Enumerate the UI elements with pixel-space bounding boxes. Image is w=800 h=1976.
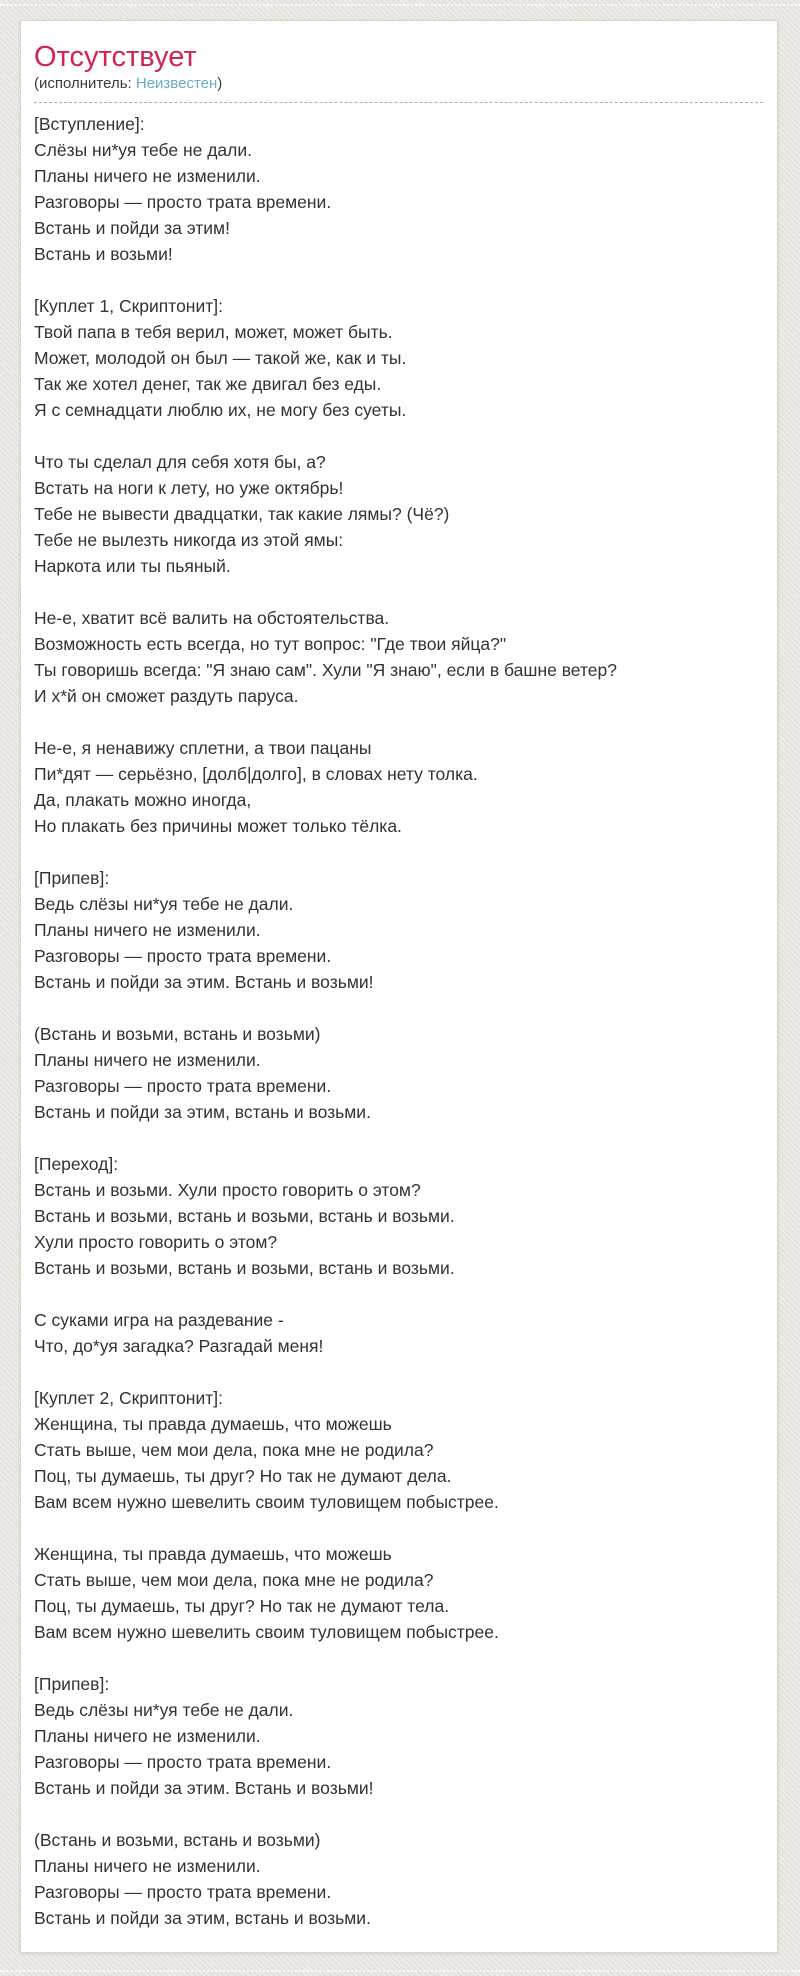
lyric-line: Не-е, хватит всё валить на обстоятельства. (34, 608, 390, 628)
lyric-line: Ведь слёзы ни*уя тебе не дали. (34, 894, 294, 914)
lyric-line: [Вступление]: (34, 114, 145, 134)
lyric-line: Но плакать без причины может только тёлка. (34, 816, 402, 836)
lyric-line: Я с семнадцати люблю их, не могу без суеты. (34, 400, 407, 420)
lyric-line: Встань и пойди за этим! (34, 218, 230, 238)
lyric-line: Тебе не вылезть никогда из этой ямы: (34, 530, 344, 550)
lyric-line: Встать на ноги к лету, но уже октябрь! (34, 478, 344, 498)
lyric-blank-line (34, 1281, 763, 1307)
lyric-line: И х*й он сможет раздуть паруса. (34, 686, 299, 706)
lyric-line: (Встань и возьми, встань и возьми) (34, 1830, 321, 1850)
lyric-line: Вам всем нужно шевелить своим туловищем побыстрее. (34, 1622, 499, 1642)
lyric-line: Разговоры — просто трата времени. (34, 1076, 332, 1096)
lyric-line: Планы ничего не изменили. (34, 1050, 261, 1070)
bottom-dotted-border (0, 1970, 800, 1972)
lyric-blank-line (34, 1125, 763, 1151)
lyric-blank-line (34, 709, 763, 735)
lyric-line: С суками игра на раздевание - (34, 1310, 284, 1330)
lyric-blank-line (34, 1645, 763, 1671)
lyric-line: Да, плакать можно иногда, (34, 790, 252, 810)
lyric-line: Так же хотел денег, так же двигал без еды. (34, 374, 382, 394)
lyric-line: Что ты сделал для себя хотя бы, а? (34, 452, 326, 472)
artist-label-prefix: (исполнитель: (34, 75, 136, 92)
lyric-line: Может, молодой он был — такой же, как и ты. (34, 348, 407, 368)
lyric-line: Разговоры — просто трата времени. (34, 1752, 332, 1772)
lyric-line: Разговоры — просто трата времени. (34, 192, 332, 212)
lyric-line: Вам всем нужно шевелить своим туловищем побыстрее. (34, 1492, 499, 1512)
artist-link[interactable]: Неизвестен (135, 75, 218, 92)
lyric-line: (Встань и возьми, встань и возьми) (34, 1024, 321, 1044)
lyric-blank-line (34, 579, 763, 605)
lyric-line: Планы ничего не изменили. (34, 1726, 261, 1746)
lyric-line: Твой папа в тебя верил, может, может быть. (34, 322, 393, 342)
top-dotted-border (0, 4, 800, 6)
lyric-line: Разговоры — просто трата времени. (34, 946, 332, 966)
lyric-line: Женщина, ты правда думаешь, что можешь (34, 1544, 392, 1564)
artist-line (34, 73, 763, 103)
lyric-line: Что, до*уя загадка? Разгадай меня! (34, 1336, 324, 1356)
lyric-line: Ведь слёзы ни*уя тебе не дали. (34, 1700, 294, 1720)
lyric-line: [Куплет 2, Скриптонит]: (34, 1388, 223, 1408)
artist-label-suffix: ) (217, 75, 223, 92)
lyric-blank-line (34, 267, 763, 293)
lyric-line: Поц, ты думаешь, ты друг? Но так не думают тела. (34, 1596, 450, 1616)
lyric-line: Тебе не вывести двадцатки, так какие лямы? (Чё?) (34, 504, 450, 524)
lyric-line: Встань и пойди за этим, встань и возьми. (34, 1102, 371, 1122)
lyric-line: Слёзы ни*уя тебе не дали. (34, 140, 253, 160)
lyric-line: Женщина, ты правда думаешь, что можешь (34, 1414, 392, 1434)
lyric-blank-line (34, 1359, 763, 1385)
lyric-line: Планы ничего не изменили. (34, 1856, 261, 1876)
lyric-blank-line (34, 423, 763, 449)
lyric-line: Возможность есть всегда, но тут вопрос: "Где твои яйца?" (34, 634, 507, 654)
lyric-line: [Куплет 1, Скриптонит]: (34, 296, 223, 316)
lyric-line: Стать выше, чем мои дела, пока мне не родила? (34, 1570, 434, 1590)
lyric-line: Разговоры — просто трата времени. (34, 1882, 332, 1902)
lyric-line: Планы ничего не изменили. (34, 920, 261, 940)
lyrics-block (34, 103, 763, 1931)
lyric-line: [Припев]: (34, 868, 110, 888)
lyric-line: Встань и возьми! (34, 244, 173, 264)
lyric-line: Встань и пойди за этим, встань и возьми. (34, 1908, 371, 1928)
lyric-line: [Переход]: (34, 1154, 119, 1174)
lyric-blank-line (34, 839, 763, 865)
lyrics-card (20, 20, 778, 1953)
lyric-line: Не-е, я ненавижу сплетни, а твои пацаны (34, 738, 372, 758)
lyric-line: Встань и возьми, встань и возьми, встань и возьми. (34, 1258, 455, 1278)
lyric-line: Встань и возьми. Хули просто говорить о этом? (34, 1180, 421, 1200)
lyric-line: Встань и пойди за этим. Встань и возьми! (34, 1778, 374, 1798)
lyric-line: Встань и пойди за этим. Встань и возьми! (34, 972, 374, 992)
lyric-line: [Припев]: (34, 1674, 110, 1694)
lyric-line: Поц, ты думаешь, ты друг? Но так не думают дела. (34, 1466, 452, 1486)
lyric-line: Встань и возьми, встань и возьми, встань и возьми. (34, 1206, 455, 1226)
lyric-line: Стать выше, чем мои дела, пока мне не родила? (34, 1440, 434, 1460)
lyric-blank-line (34, 1515, 763, 1541)
lyric-blank-line (34, 995, 763, 1021)
lyric-line: Хули просто говорить о этом? (34, 1232, 278, 1252)
lyric-line: Ты говоришь всегда: "Я знаю сам". Хули "Я знаю", если в башне ветер? (34, 660, 617, 680)
song-title: Отсутствует (34, 41, 197, 73)
lyric-blank-line (34, 1801, 763, 1827)
lyric-line: Пи*дят — серьёзно, [долб|долго], в словах нету толка. (34, 764, 478, 784)
lyric-line: Наркота или ты пьяный. (34, 556, 231, 576)
lyric-line: Планы ничего не изменили. (34, 166, 261, 186)
